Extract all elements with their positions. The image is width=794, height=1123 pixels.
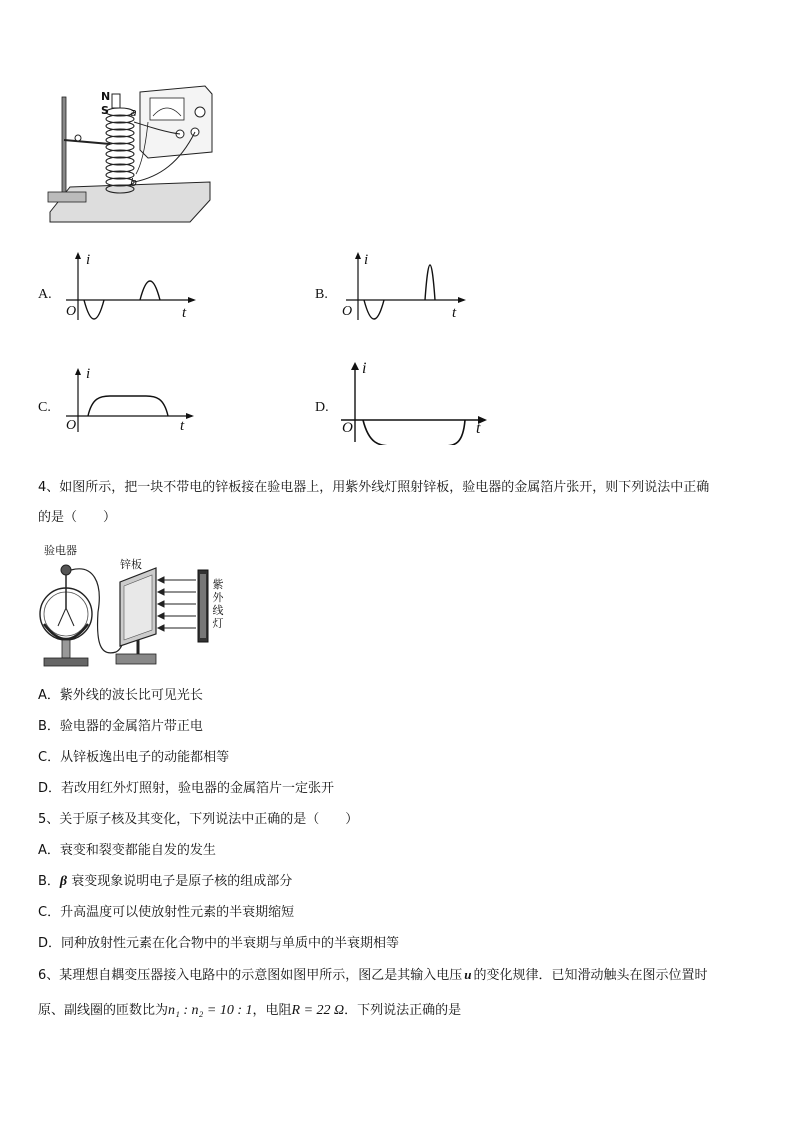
q3-option-d-graph[interactable]: [335, 360, 495, 445]
q3-option-c-graph[interactable]: [60, 366, 200, 436]
q3-option-b-graph[interactable]: [340, 250, 470, 325]
q3-option-d-letter[interactable]: D.: [315, 400, 329, 415]
q3-option-c-letter[interactable]: C.: [38, 400, 51, 415]
q3-a-origin: O: [66, 304, 77, 319]
magnet-s-label: S: [101, 104, 109, 117]
q3-option-a-letter[interactable]: A.: [38, 287, 52, 302]
q3-d-axis-i: i: [362, 360, 367, 377]
q3-option-a-graph[interactable]: [60, 250, 200, 325]
q3-c-axis-t: t: [180, 418, 185, 434]
q4-stem-line2: 的是（ ）: [38, 510, 117, 525]
resistance-value: R = 22 Ω: [291, 1003, 345, 1018]
q3-b-axis-i: i: [364, 252, 369, 268]
q3-b-origin: O: [342, 304, 353, 319]
q5-option-d[interactable]: D．同种放射性元素在化合物中的半衰期与单质中的半衰期相等: [38, 936, 400, 951]
q4-option-a[interactable]: A．紫外线的波长比可见光长: [38, 688, 203, 703]
coil-magnet-apparatus-figure: [40, 82, 220, 232]
q5-option-c[interactable]: C．升高温度可以使放射性元素的半衰期缩短: [38, 905, 295, 920]
beta-symbol: β: [59, 874, 68, 889]
electroscope-label: 验电器: [44, 544, 77, 557]
q6-stem-line2: 原、副线圈的匝数比为n₁ : n₂ = 10 : 1，电阻R = 22 Ω．下列说法正确的是: [38, 1003, 462, 1018]
q6-stem-line1: 6、某理想自耦变压器接入电路中的示意图如图甲所示，图乙是其输入电压 u 的变化规律．已知滑动触头在图示位置时: [38, 967, 708, 983]
q5-option-a[interactable]: A．衰变和裂变都能自发的发生: [38, 843, 216, 858]
q3-a-axis-i: i: [86, 252, 91, 268]
terminal-a-label: a: [130, 106, 137, 119]
q4-option-c[interactable]: C．从锌板逸出电子的动能都相等: [38, 750, 230, 765]
q5-option-b[interactable]: B．β 衰变现象说明电子是原子核的组成部分: [38, 874, 293, 889]
q3-d-origin: O: [342, 420, 353, 436]
q3-b-axis-t: t: [452, 305, 457, 321]
q5-stem: 5、关于原子核及其变化，下列说法中正确的是（ ）: [38, 812, 359, 827]
terminal-b-label: b: [130, 176, 137, 189]
q4-option-d[interactable]: D．若改用红外灯照射，验电器的金属箔片一定张开: [38, 781, 335, 796]
q3-c-origin: O: [66, 418, 77, 433]
q4-option-b[interactable]: B．验电器的金属箔片带正电: [38, 719, 203, 734]
uv-lamp-label: 紫 外 线 灯: [212, 578, 224, 630]
q3-d-axis-t: t: [476, 420, 481, 437]
magnet-n-label: N: [101, 90, 111, 103]
q3-a-axis-t: t: [182, 305, 187, 321]
q3-option-b-letter[interactable]: B.: [315, 287, 328, 302]
zinc-plate-label: 锌板: [120, 558, 142, 571]
turns-ratio: n₁ : n₂ = 10 : 1: [168, 1003, 253, 1018]
q3-c-axis-i: i: [86, 366, 91, 382]
q4-stem-line1: 4、如图所示，把一块不带电的锌板接在验电器上，用紫外线灯照射锌板，验电器的金属箔片张开，则下列说法中正确: [38, 480, 710, 495]
